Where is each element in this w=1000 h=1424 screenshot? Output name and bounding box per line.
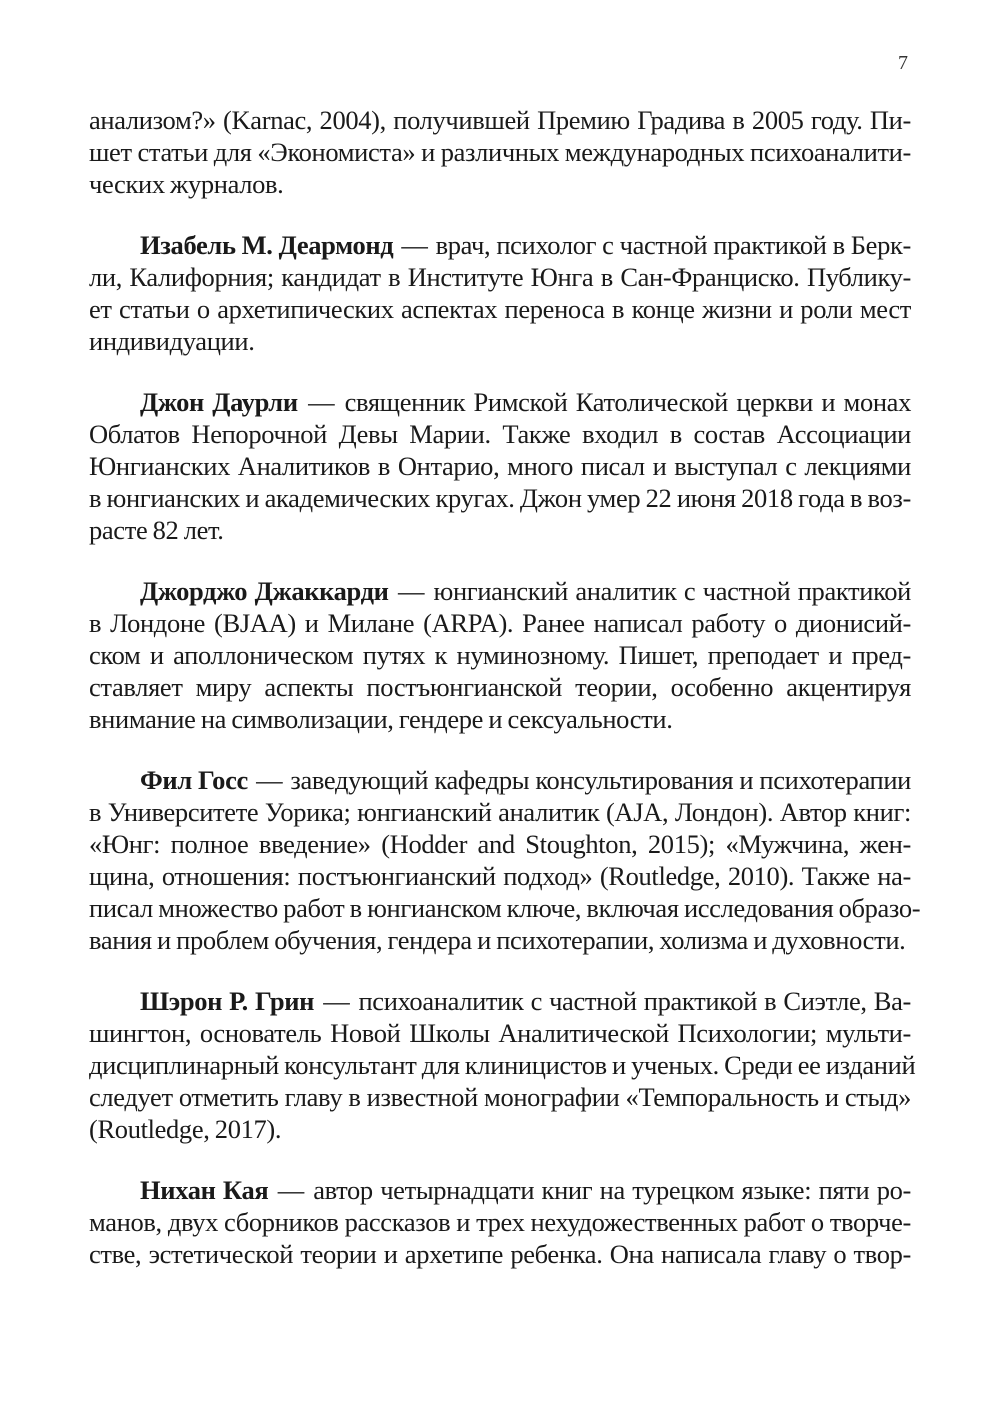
bio-text: заведующий кафедры консультирования и психотерапии [290,765,912,795]
em-dash: — [256,765,283,795]
bio-text: врач, психолог с частной практикой в Берк- [435,230,911,260]
text-line [89,386,911,418]
text-line: ставляет миру аспекты постъюнгианской теории, особенно акцентируя [89,672,911,702]
text-line: ли, Калифорния; кандидат в Институте Юнга в Сан-Франциско. Публику- [89,262,911,292]
em-dash: — [323,986,350,1016]
text-line: расте 82 лет. [89,515,224,545]
text-line: в Лондоне (BJAA) и Милане (ARPA). Ранее написал работу о дионисий- [89,608,911,638]
text-line [89,764,911,796]
bio-entry [89,229,911,357]
text-line: шингтон, основатель Новой Школы Аналитической Психологии; мульти- [89,1018,911,1048]
page-number: 7 [898,52,908,74]
text-line [89,229,911,261]
bio-text: автор четырнадцати книг на турецком языке: пяти ро- [313,1175,911,1205]
text-line [89,575,911,607]
page-body [89,104,921,1299]
bio-text: юнгианский аналитик с частной практикой [433,576,911,606]
person-name: Фил Госс [140,765,248,795]
em-dash: — [277,1175,304,1205]
text-line: ческих журналов. [89,169,284,199]
text-line: вания и проблем обучения, гендера и психотерапии, холизма и духовности. [89,925,906,955]
text-line: Облатов Непорочной Девы Марии. Также входил в состав Ассоциации [89,419,911,449]
text-line [89,1174,911,1206]
text-line: дисциплинарный консультант для клиницистов и ученых. Среди ее изданий [89,1050,916,1080]
bio-text: психоаналитик с частной практикой в Сиэтле, Ва- [358,986,912,1016]
em-dash: — [401,230,428,260]
text-line: ском и аполлоническом путях к нуминозному. Пишет, преподает и пред- [89,640,911,670]
text-line: стве, эстетической теории и архетипе ребенка. Она написала главу о твор- [89,1239,911,1269]
text-line [89,985,911,1017]
bio-entry [89,764,921,956]
text-line: в Университете Уорика; юнгианский аналитик (AJA, Лондон). Автор книг: [89,797,911,827]
person-name: Джорджо Джаккарди [140,576,389,606]
text-line: писал множество работ в юнгианском ключе, включая исследования образо- [89,893,921,923]
text-line: индивидуации. [89,326,255,356]
text-line: (Routledge, 2017). [89,1114,282,1144]
person-name: Изабель М. Деармонд [140,230,394,260]
text-line: внимание на символизации, гендере и сексуальности. [89,704,673,734]
paragraph-continuation [89,104,911,200]
person-name: Джон Даурли [140,387,298,417]
text-line: ет статьи о архетипических аспектах переноса в конце жизни и роли мест [89,294,911,324]
bio-entry [89,386,911,546]
em-dash: — [308,387,335,417]
text-line: манов, двух сборников рассказов и трех нехудожественных работ о творче- [89,1207,911,1237]
person-name: Нихан Кая [140,1175,269,1205]
bio-entry [89,1174,911,1270]
text-line: шет статьи для «Экономиста» и различных международных психоаналити- [89,137,911,167]
person-name: Шэрон Р. Грин [140,986,315,1016]
text-line: в юнгианских и академических кругах. Джон умер 22 июня 2018 года в воз- [89,483,911,513]
text-line: щина, отношения: постъюнгианский подход» (Routledge, 2010). Также на- [89,861,911,891]
bio-text: священник Римской Католической церкви и монах [344,387,911,417]
bio-entry [89,985,916,1145]
text-line: «Юнг: полное введение» (Hodder and Stoughton, 2015); «Мужчина, жен- [89,829,911,859]
text-line: следует отметить главу в известной монографии «Темпоральность и стыд» [89,1082,911,1112]
bio-entry [89,575,911,735]
text-line: Юнгианских Аналитиков в Онтарио, много писал и выступал с лекциями [89,451,911,481]
em-dash: — [397,576,425,606]
text-line: анализом?» (Karnac, 2004), получившей Премию Градива в 2005 году. Пи- [89,105,911,135]
